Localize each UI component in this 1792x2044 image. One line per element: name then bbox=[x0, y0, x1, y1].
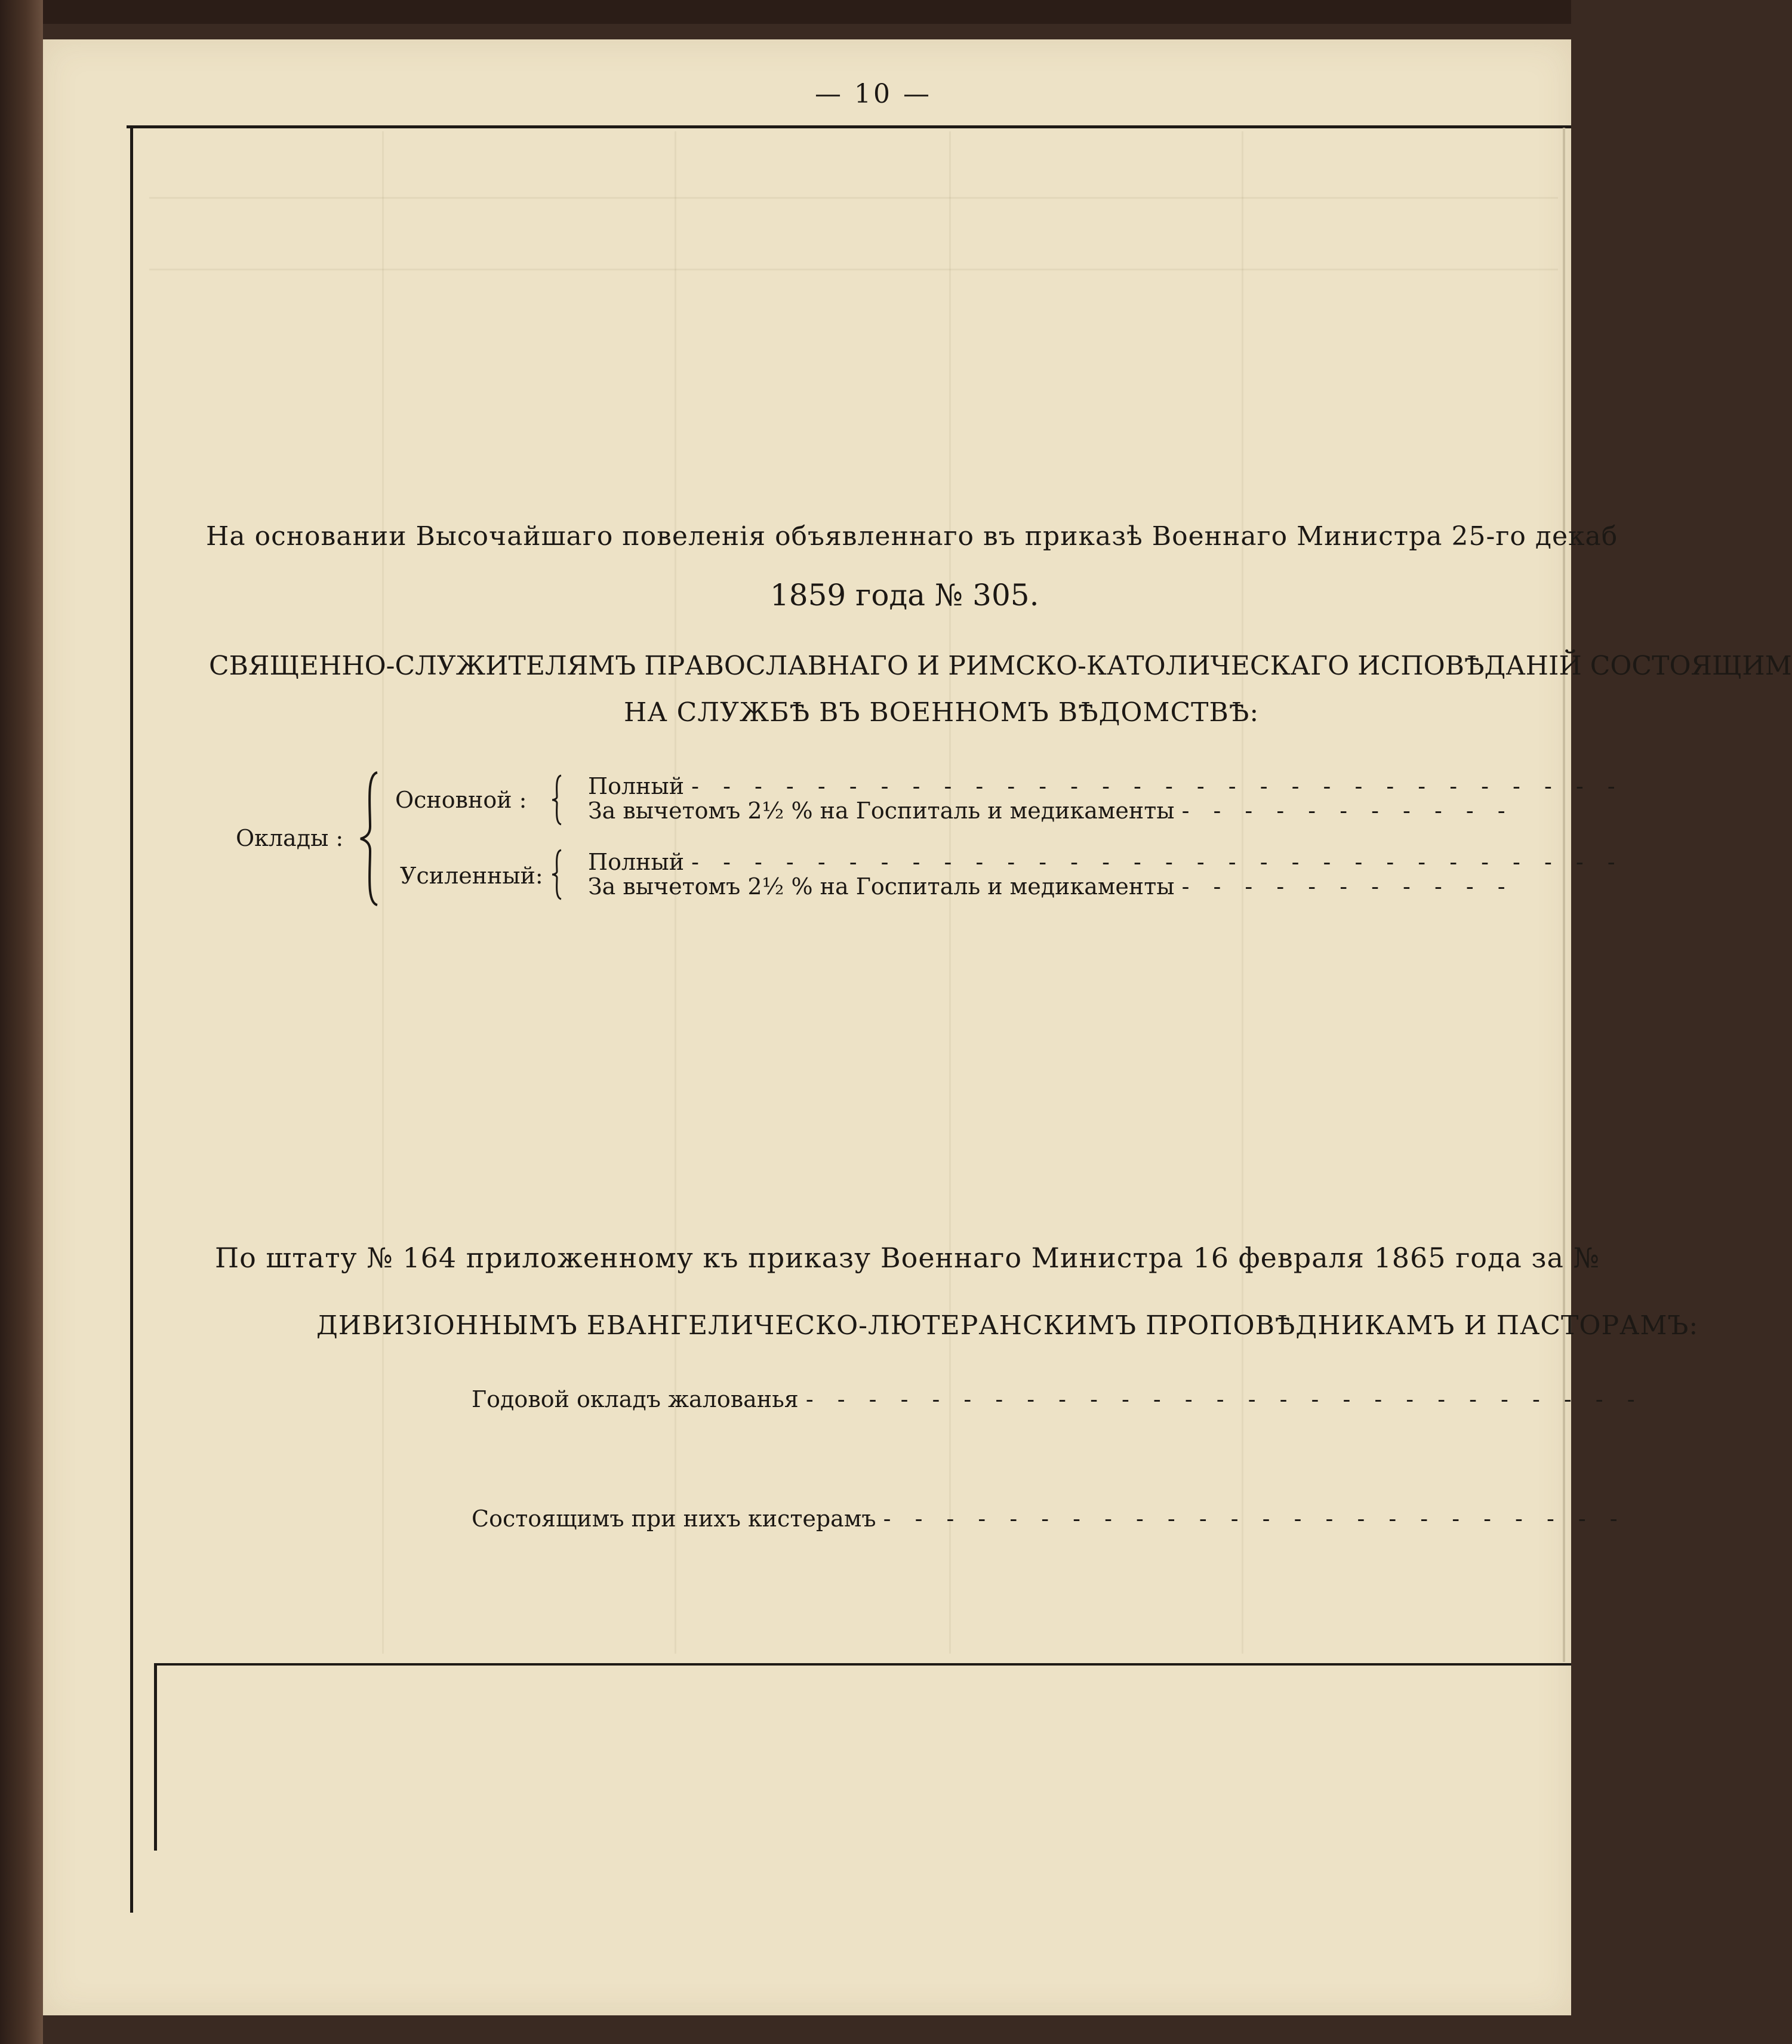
bleed-through-line bbox=[382, 131, 384, 1654]
outer-brace-icon bbox=[358, 770, 382, 907]
increased-salary-label: Усиленный: bbox=[400, 863, 543, 889]
section-heading-1-cont: НА СЛУЖБѢ ВЪ ВОЕННОМЪ ВѢДОМСТВѢ: bbox=[624, 697, 1260, 728]
salary-row: Состоящимъ при нихъ кистерамъ - - - - - - - - - - - - - - - - - - - - - - - - bbox=[472, 1506, 1626, 1532]
order-reference-2: По штату № 164 приложенному къ приказу Военнаго Министра 16 февраля 1865 года за № bbox=[215, 1242, 1600, 1274]
page-right-edge bbox=[1563, 128, 1565, 1662]
section-heading-1: СВЯЩЕННО-СЛУЖИТЕЛЯМЪ ПРАВОСЛАВНАГО И РИМСКО-КАТОЛИЧЕСКАГО ИСПОВѢДАНІЙ СОСТОЯЩИМ bbox=[209, 651, 1792, 681]
salary-label: Оклады : bbox=[236, 825, 344, 851]
bleed-through-line bbox=[149, 197, 1558, 199]
table-left-rule bbox=[130, 128, 133, 1913]
dark-background bbox=[0, 0, 1571, 24]
base-salary-label: Основной : bbox=[395, 787, 527, 813]
book-gutter bbox=[0, 0, 43, 2044]
salary-row: Полный - - - - - - - - - - - - - - - - - - - - - - - - - - - - - - bbox=[588, 849, 1624, 875]
table-top-rule bbox=[127, 125, 1571, 128]
table-bottom-rule bbox=[154, 1663, 1571, 1666]
inner-brace-icon bbox=[550, 848, 564, 901]
page-number: — 10 — bbox=[815, 79, 932, 109]
salary-row: Полный - - - - - - - - - - - - - - - - - - - - - - - - - - - - - - bbox=[588, 773, 1624, 799]
table-inner-left-rule bbox=[154, 1666, 157, 1851]
order-year-1: 1859 года № 305. bbox=[770, 578, 1039, 612]
salary-row: За вычетомъ 2½ % на Госпиталь и медикаменты - - - - - - - - - - - bbox=[588, 798, 1514, 824]
inner-brace-icon bbox=[550, 773, 564, 827]
salary-row: Годовой окладъ жалованья - - - - - - - - - - - - - - - - - - - - - - - - - - - bbox=[472, 1386, 1643, 1412]
section-heading-2: ДИВИЗІОННЫМЪ ЕВАНГЕЛИЧЕСКО-ЛЮТЕРАНСКИМЪ ПРОПОВѢДНИКАМЪ И ПАСТОРАМЪ: bbox=[316, 1310, 1699, 1341]
book-page bbox=[43, 39, 1571, 2015]
salary-row: За вычетомъ 2½ % на Госпиталь и медикаменты - - - - - - - - - - - bbox=[588, 873, 1514, 900]
bleed-through-line bbox=[149, 269, 1558, 270]
order-reference-1: На основании Высочайшаго повеленія объявленнаго въ приказѣ Военнаго Министра 25-го декаб bbox=[206, 521, 1618, 552]
